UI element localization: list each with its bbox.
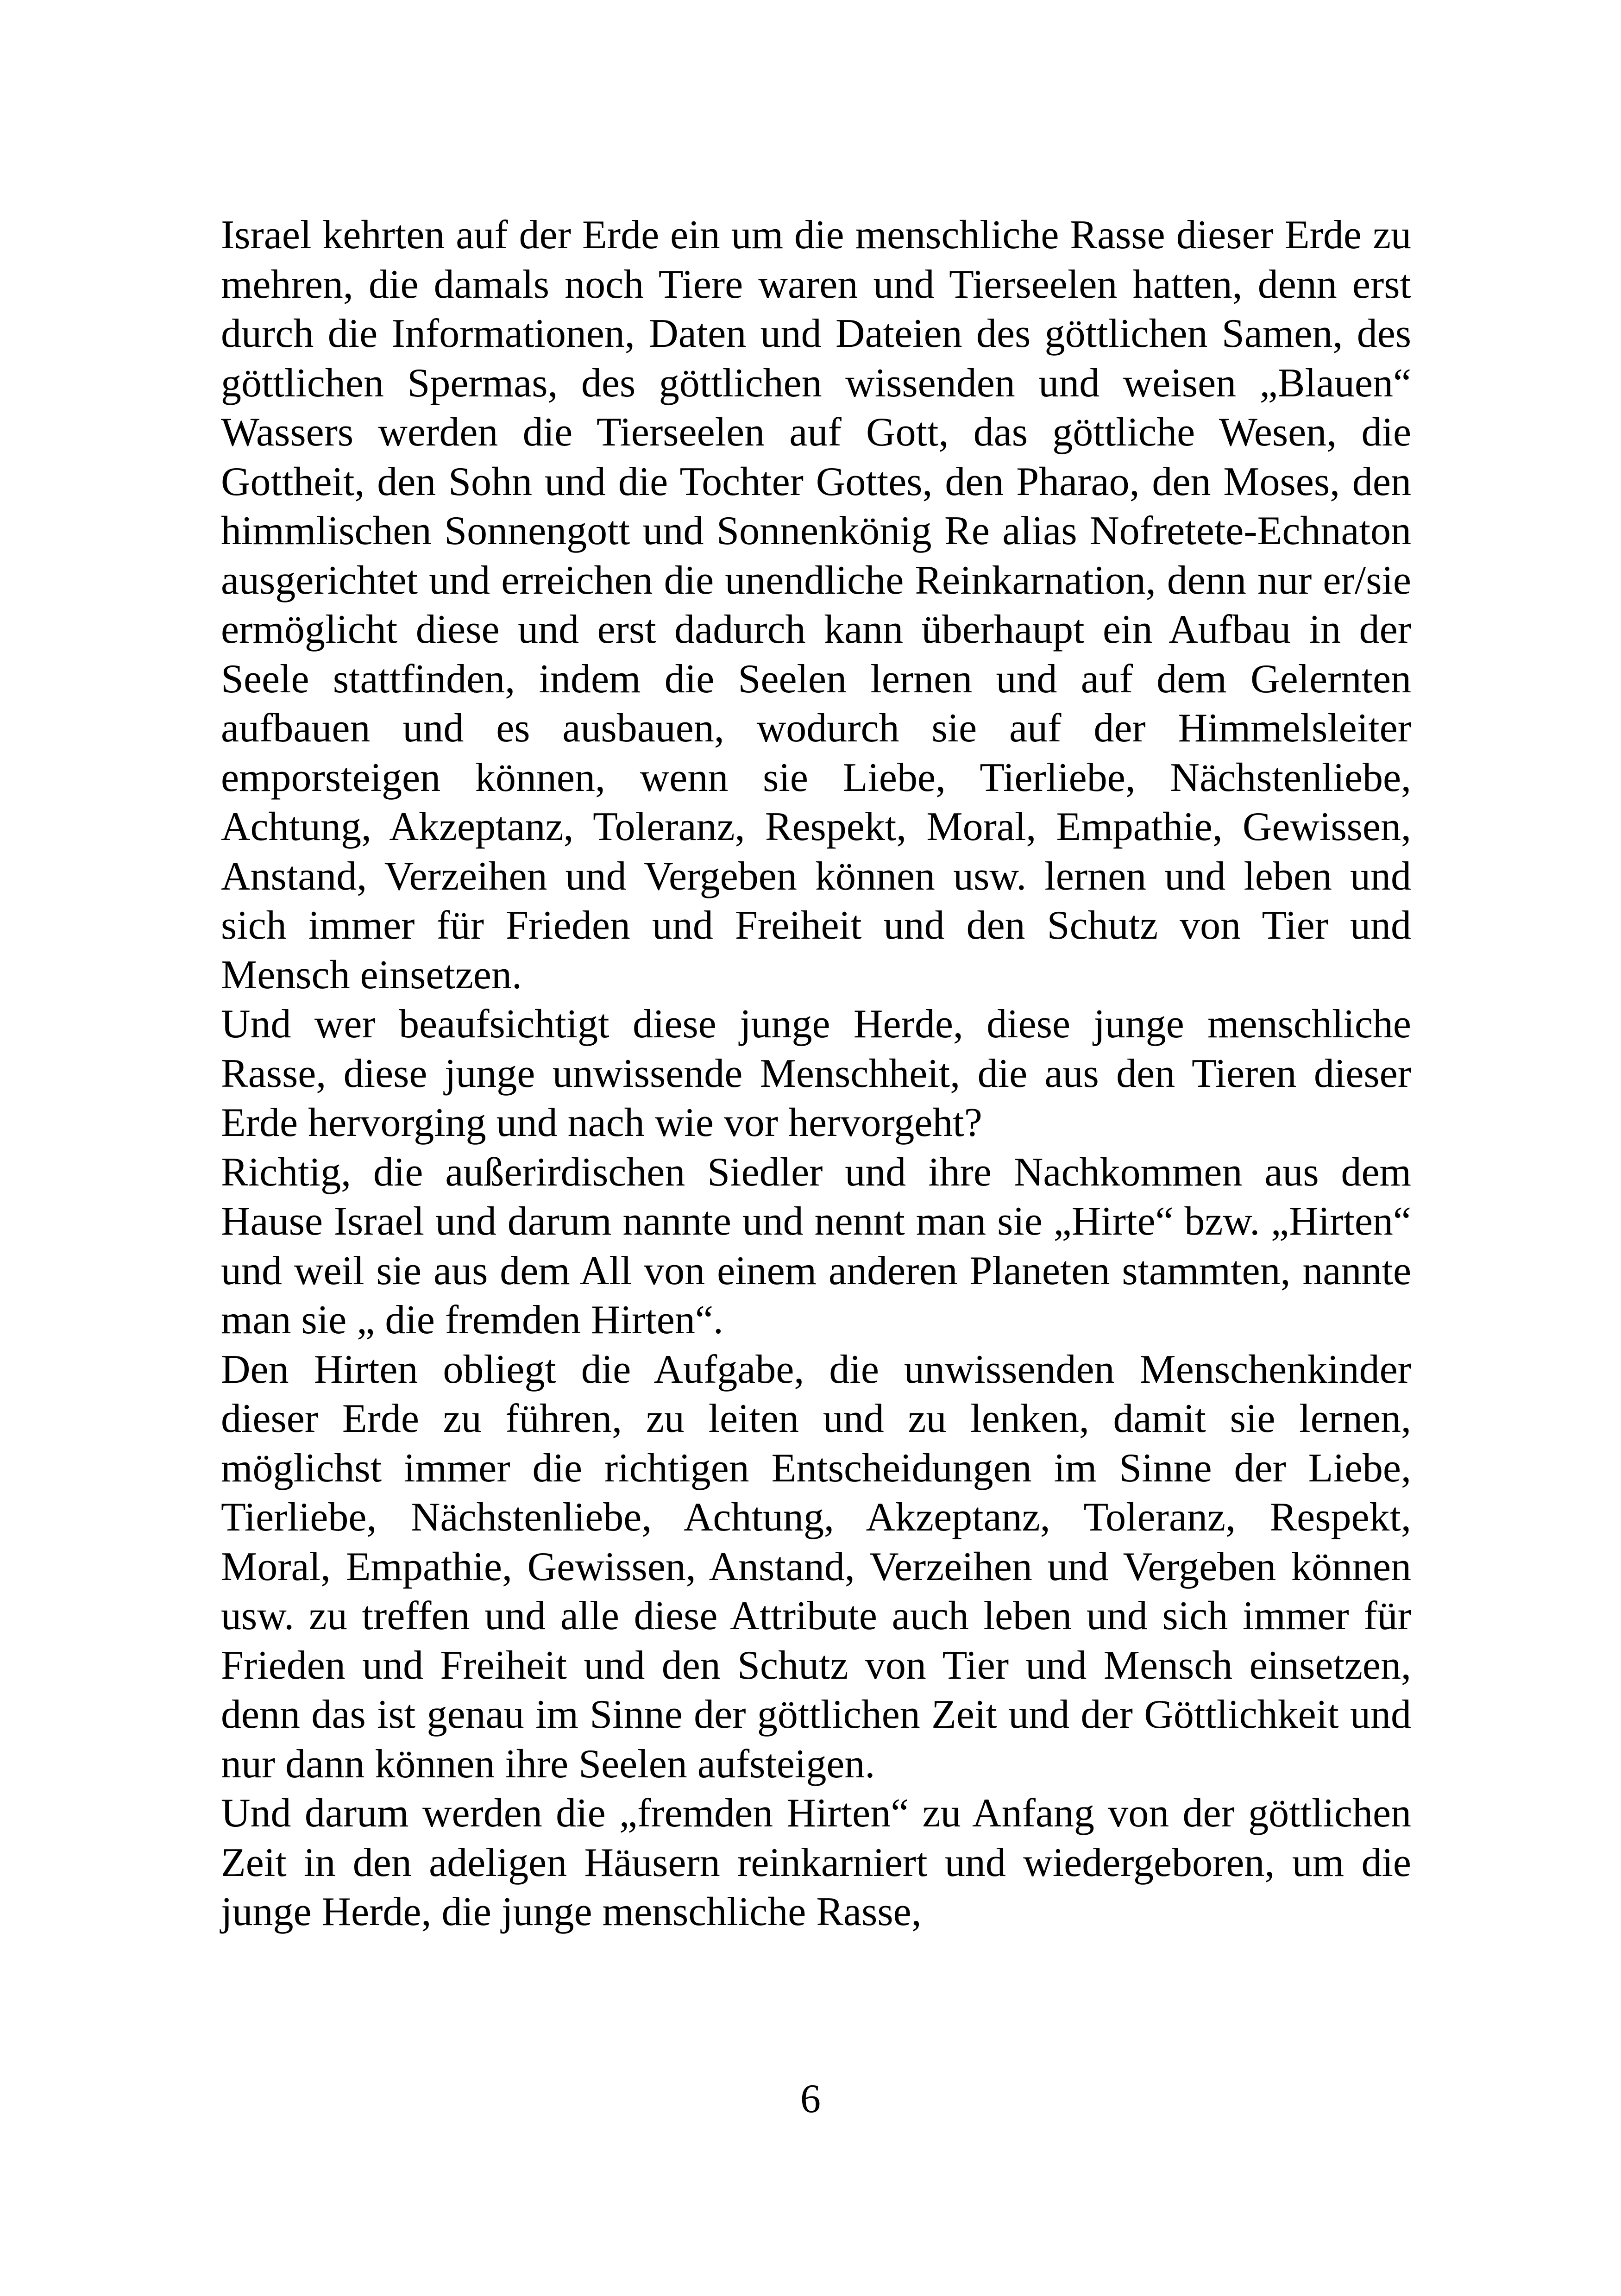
paragraph: Den Hirten obliegt die Aufgabe, die unwissenden Menschenkinder dieser Erde zu führen, zu leiten und zu lenken, damit sie lernen, möglichst immer die richtigen Entscheidungen im Sinne der Liebe, Tierliebe, Nächstenliebe, Achtung, Akzeptanz, Toleranz, Respekt, Moral, Empathie, Gewissen, Anstand, Verzeihen und Vergeben können usw. zu treffen und alle diese Attribute auch leben und sich immer für Frieden und Freiheit und den Schutz von Tier und Mensch einsetzen, denn das ist genau im Sinne der göttlichen Zeit und der Göttlichkeit und nur dann können ihre Seelen aufsteigen.: [221, 1347, 1411, 1787]
body-text: [221, 211, 1411, 1937]
paragraph: Und darum werden die „fremden Hirten“ zu Anfang von der göttlichen Zeit in den adeligen Häusern reinkarniert und wiedergeboren, um die junge Herde, die junge menschliche Rasse,: [221, 1791, 1411, 1934]
paragraph: Und wer beaufsichtigt diese junge Herde, diese junge menschliche Rasse, diese junge unwissende Menschheit, die aus den Tieren dieser Erde hervorging und nach wie vor hervorgeht?: [221, 1002, 1411, 1145]
paragraph: Israel kehrten auf der Erde ein um die menschliche Rasse dieser Erde zu mehren, die damals noch Tiere waren und Tierseelen hatten, denn erst durch die Informationen, Daten und Dateien des göttlichen Samen, des göttlichen Spermas, des göttlichen wissenden und weisen „Blauen“ Wassers werden die Tierseelen auf Gott, das göttliche Wesen, die Gottheit, den Sohn und die Tochter Gottes, den Pharao, den Moses, den himmlischen Sonnengott und Sonnenkönig Re alias Nofretete-Echnaton ausgerichtet und erreichen die unendliche Reinkarnation, denn nur er/sie ermöglicht diese und erst dadurch kann überhaupt ein Aufbau in der Seele stattfinden, indem die Seelen lernen und auf dem Gelernten aufbauen und es ausbauen, wodurch sie auf der Himmelsleiter emporsteigen können, wenn sie Liebe, Tierliebe, Nächstenliebe, Achtung, Akzeptanz, Toleranz, Respekt, Moral, Empathie, Gewissen, Anstand, Verzeihen und Vergeben können usw. lernen und leben und sich immer für Frieden und Freiheit und den Schutz von Tier und Mensch einsetzen.: [221, 213, 1411, 997]
page-number: 6: [800, 2076, 821, 2121]
paragraph: Richtig, die außerirdischen Siedler und ihre Nachkommen aus dem Hause Israel und darum nannte und nennt man sie „Hirte“ bzw. „Hirten“ und weil sie aus dem All von einem anderen Planeten stammten, nannte man sie „ die fremden Hirten“.: [221, 1149, 1411, 1342]
